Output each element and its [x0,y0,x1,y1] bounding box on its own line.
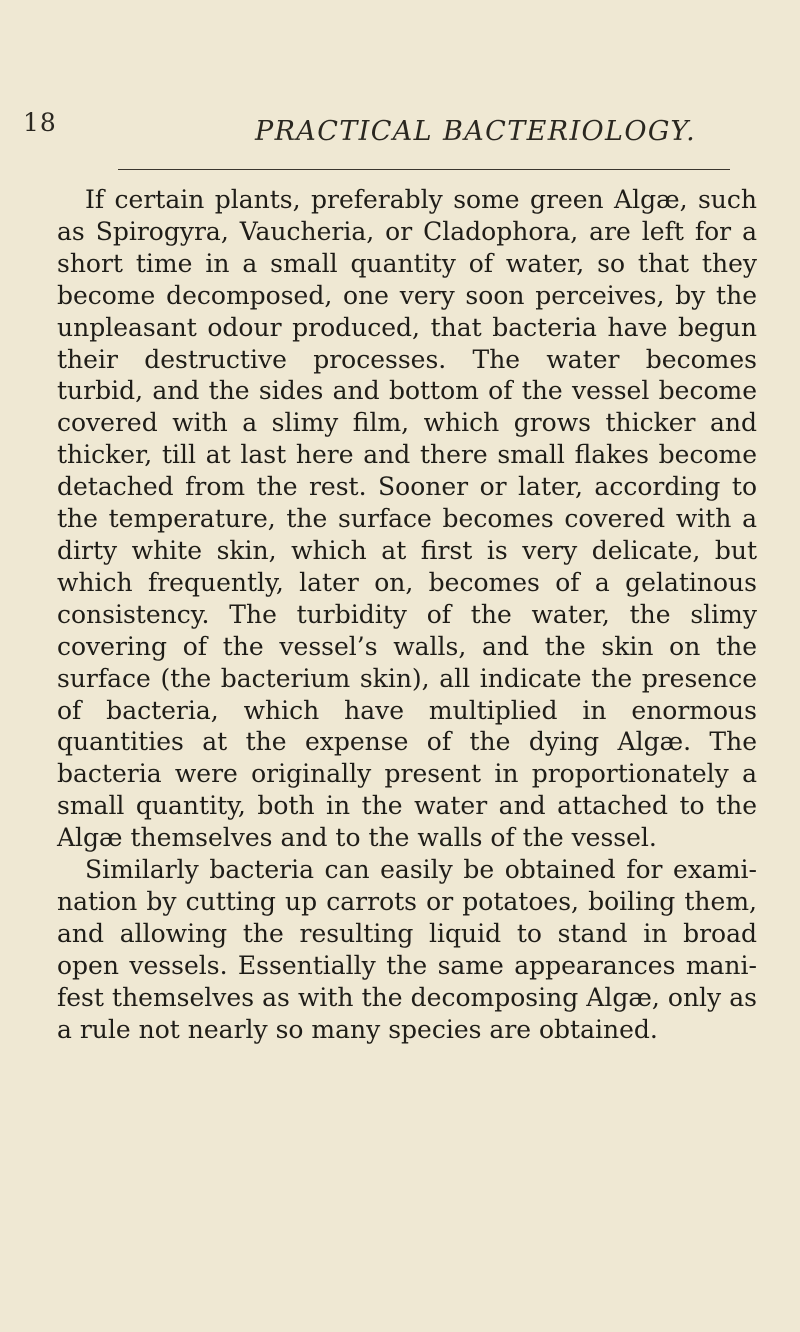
paragraph-1: If certain plants, preferably some green Algæ, such as Spirogyra, Vaucheria, or Cladophora, are left for a short time in a small quantity of water, so that they become decomposed, one very soon perceives, by the unpleasant odour produced, that bacteria have begun their destructive processes. The water becomes turbid, and the sides and bottom of the vessel become covered with a slimy film, which grows thicker and thicker, till at last here and there small flakes become detached from the rest. Sooner or later, according to the temperature, the surface becomes covered with a dirty white skin, which at first is very delicate, but which frequently, later on, becomes of a gelatinous consistency. The turbidity of the water, the slimy covering of the vessel’s walls, and the skin on the surface (the bacterium skin), all indicate the presence of bacteria, which have multiplied in enormous quantities at the expense of the dying Algæ. The bacteria were originally present in proportionately a small quantity, both in the water and attached to the Algæ themselves and to the walls of the vessel. [57,185,757,853]
header-rule [118,169,730,170]
running-head: PRACTICAL BACTERIOLOGY. [255,116,697,147]
paragraph-2: Similarly bacteria can easily be obtained for examination by cutting up carrots or potatoes, boiling them, and allowing the resulting liquid to stand in broad open vessels. Essentially the same appearances manifest themselves as with the decomposing Algæ, only as a rule not nearly so many species are obtained. [57,855,757,1044]
page-number: 18 [23,108,57,137]
body-text [57,184,757,1045]
